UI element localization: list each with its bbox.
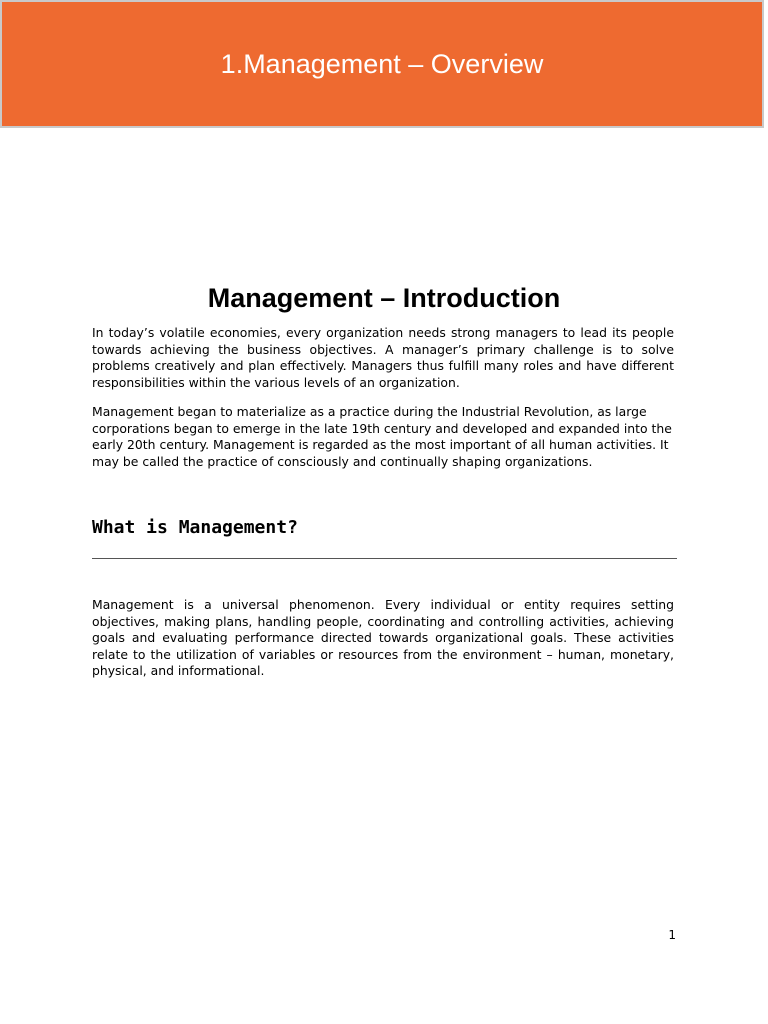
definition-paragraph: Management is a universal phenomenon. Every individual or entity requires setting objectives, making plans, handling people, coordinating and controlling activities, achieving goals and evaluating performance directed towards organizational goals. These activities relate to the utilization of variables or resources from the environment – human, monetary, physical, and informational. <box>92 597 674 679</box>
chapter-title: 1.Management – Overview <box>220 49 544 79</box>
section-heading: Management – Introduction <box>207 283 561 313</box>
intro-paragraph: In today’s volatile economies, every organization needs strong managers to lead its people towards achieving the business objectives. A manager’s primary challenge is to solve problems creatively and plan effectively. Managers thus fulfill many roles and have different responsibilities within the various levels of an organization. <box>92 325 674 390</box>
history-paragraph: Management began to materialize as a practice during the Industrial Revolution, as large corporations began to emerge in the late 19th century and developed and expanded into the early 20th century. Management is regarded as the most important of all human activities. It may be called the practice of consciously and continually shaping organizations. <box>92 404 672 469</box>
header-banner <box>0 0 764 128</box>
page-number: 1 <box>668 928 676 942</box>
subsection-heading: What is Management? <box>92 517 298 538</box>
heading-divider <box>92 558 677 559</box>
